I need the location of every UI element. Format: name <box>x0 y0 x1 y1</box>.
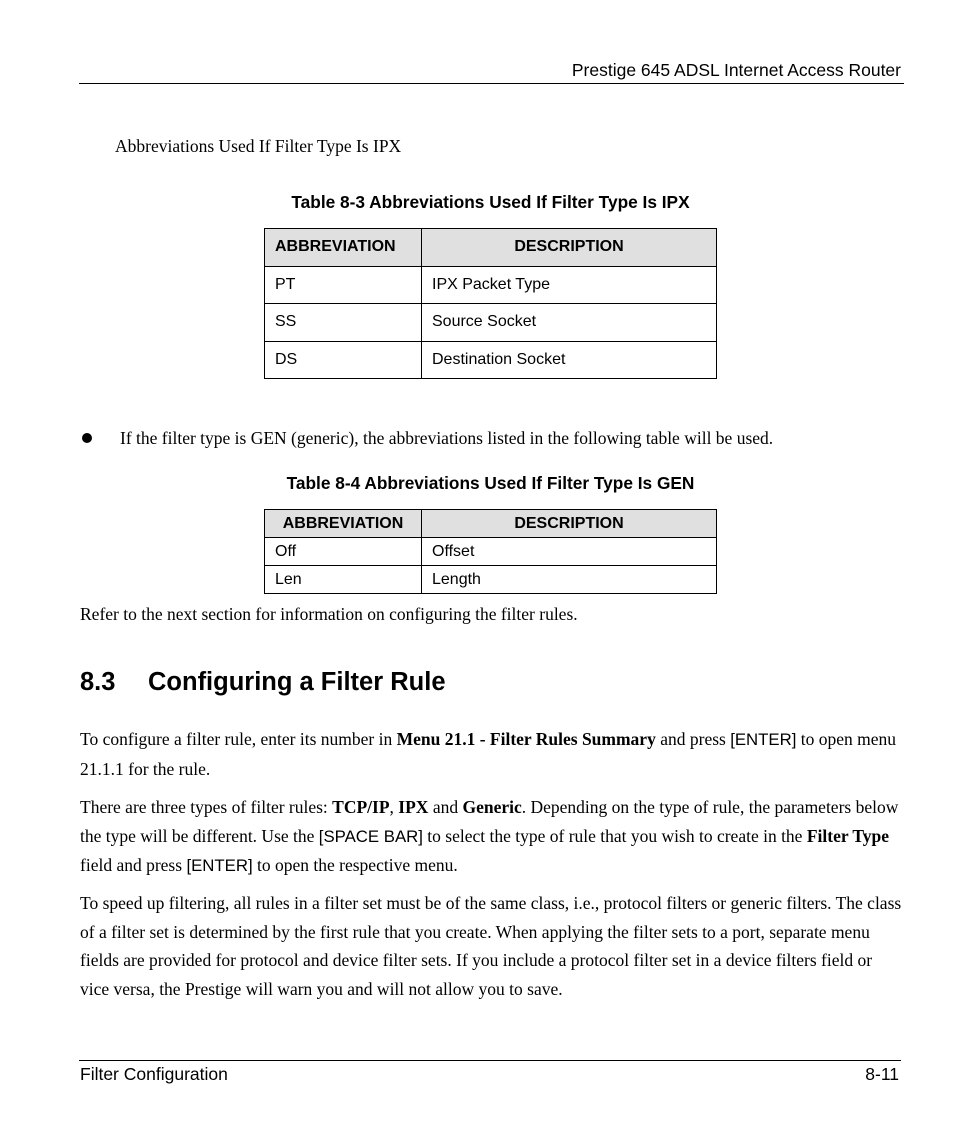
menu-name: Menu 21.1 - Filter Rules Summary <box>396 729 656 749</box>
abbreviation-cell: PT <box>265 266 422 304</box>
paragraph-configure-rule <box>80 725 905 783</box>
space-bar-key-label: [SPACE BAR] <box>318 826 423 846</box>
description-cell: IPX Packet Type <box>422 266 717 304</box>
p2-text: to open the respective menu. <box>252 855 458 875</box>
table-header-row <box>265 510 717 538</box>
enter-key-label: [ENTER] <box>730 730 797 749</box>
description-cell: Length <box>422 566 717 594</box>
p2-text: , <box>389 797 399 817</box>
description-cell: Destination Socket <box>422 341 717 379</box>
description-cell: Source Socket <box>422 304 717 342</box>
paragraph-rule-types <box>80 793 905 881</box>
table-row <box>265 304 717 342</box>
rule-type-generic: Generic <box>462 797 522 817</box>
column-header-description: DESCRIPTION <box>422 510 717 538</box>
table-row <box>265 538 717 566</box>
gen-abbreviation-table <box>264 509 717 594</box>
footer-page-number: 8-11 <box>865 1064 899 1084</box>
page-header-title: Prestige 645 ADSL Internet Access Router <box>571 60 901 80</box>
p1-text: to open menu 21.1.1 for the rule. <box>80 729 897 779</box>
footer-divider <box>79 1060 901 1061</box>
rule-type-tcpip: TCP/IP <box>332 797 390 817</box>
filter-type-field-name: Filter Type <box>806 825 889 846</box>
footer-chapter-title: Filter Configuration <box>80 1064 228 1084</box>
column-header-abbreviation: ABBREVIATION <box>265 229 422 267</box>
refer-paragraph: Refer to the next section for information on configuring the filter rules. <box>80 604 578 624</box>
p2-text: There are three types of filter rules: <box>80 797 333 817</box>
description-cell: Offset <box>422 538 717 566</box>
p2-text: . Depending on the type of rule, the parameters below the type will be different. Use the <box>80 797 899 846</box>
abbreviation-cell: SS <box>265 304 422 342</box>
ipx-abbreviation-table <box>264 228 717 379</box>
table-row <box>265 566 717 594</box>
abbreviation-cell: Off <box>265 538 422 566</box>
section-title: Configuring a Filter Rule <box>148 668 446 696</box>
column-header-abbreviation: ABBREVIATION <box>265 510 422 538</box>
section-number: 8.3 <box>80 668 116 696</box>
rule-type-ipx: IPX <box>398 797 429 817</box>
header-divider <box>79 83 904 84</box>
abbreviation-cell: Len <box>265 566 422 594</box>
table-8-4-caption: Table 8-4 Abbreviations Used If Filter Type Is GEN <box>286 473 695 493</box>
table-header-row <box>265 229 717 267</box>
section-heading <box>80 668 446 697</box>
enter-key-label: [ENTER] <box>186 856 253 875</box>
p2-text: field and press <box>80 855 187 875</box>
table-row <box>265 266 717 304</box>
bullet-text: If the filter type is GEN (generic), the abbreviations listed in the following table will be used. <box>120 428 774 448</box>
p1-text: and press <box>655 729 731 749</box>
paragraph-filter-class: To speed up filtering, all rules in a filter set must be of the same class, i.e., protocol filters or generic filters. The class of a filter set is determined by the first rule that you create. When applying the filter sets to a port, separate menu fields are provided for protocol and device filter sets. If you include a protocol filter set in a device filters field or vice versa, the Prestige will warn you and will not allow you to save. <box>80 893 902 999</box>
bullet-dot-icon <box>82 433 92 443</box>
abbreviation-cell: DS <box>265 341 422 379</box>
intro-text: Abbreviations Used If Filter Type Is IPX <box>115 136 402 156</box>
table-row <box>265 341 717 379</box>
column-header-description: DESCRIPTION <box>422 229 717 267</box>
p1-text: To configure a filter rule, enter its number in <box>80 729 397 749</box>
table-8-3-caption: Table 8-3 Abbreviations Used If Filter Type Is IPX <box>291 192 690 212</box>
p2-text: to select the type of rule that you wish to create in the <box>422 825 807 846</box>
p2-text: and <box>428 797 463 817</box>
